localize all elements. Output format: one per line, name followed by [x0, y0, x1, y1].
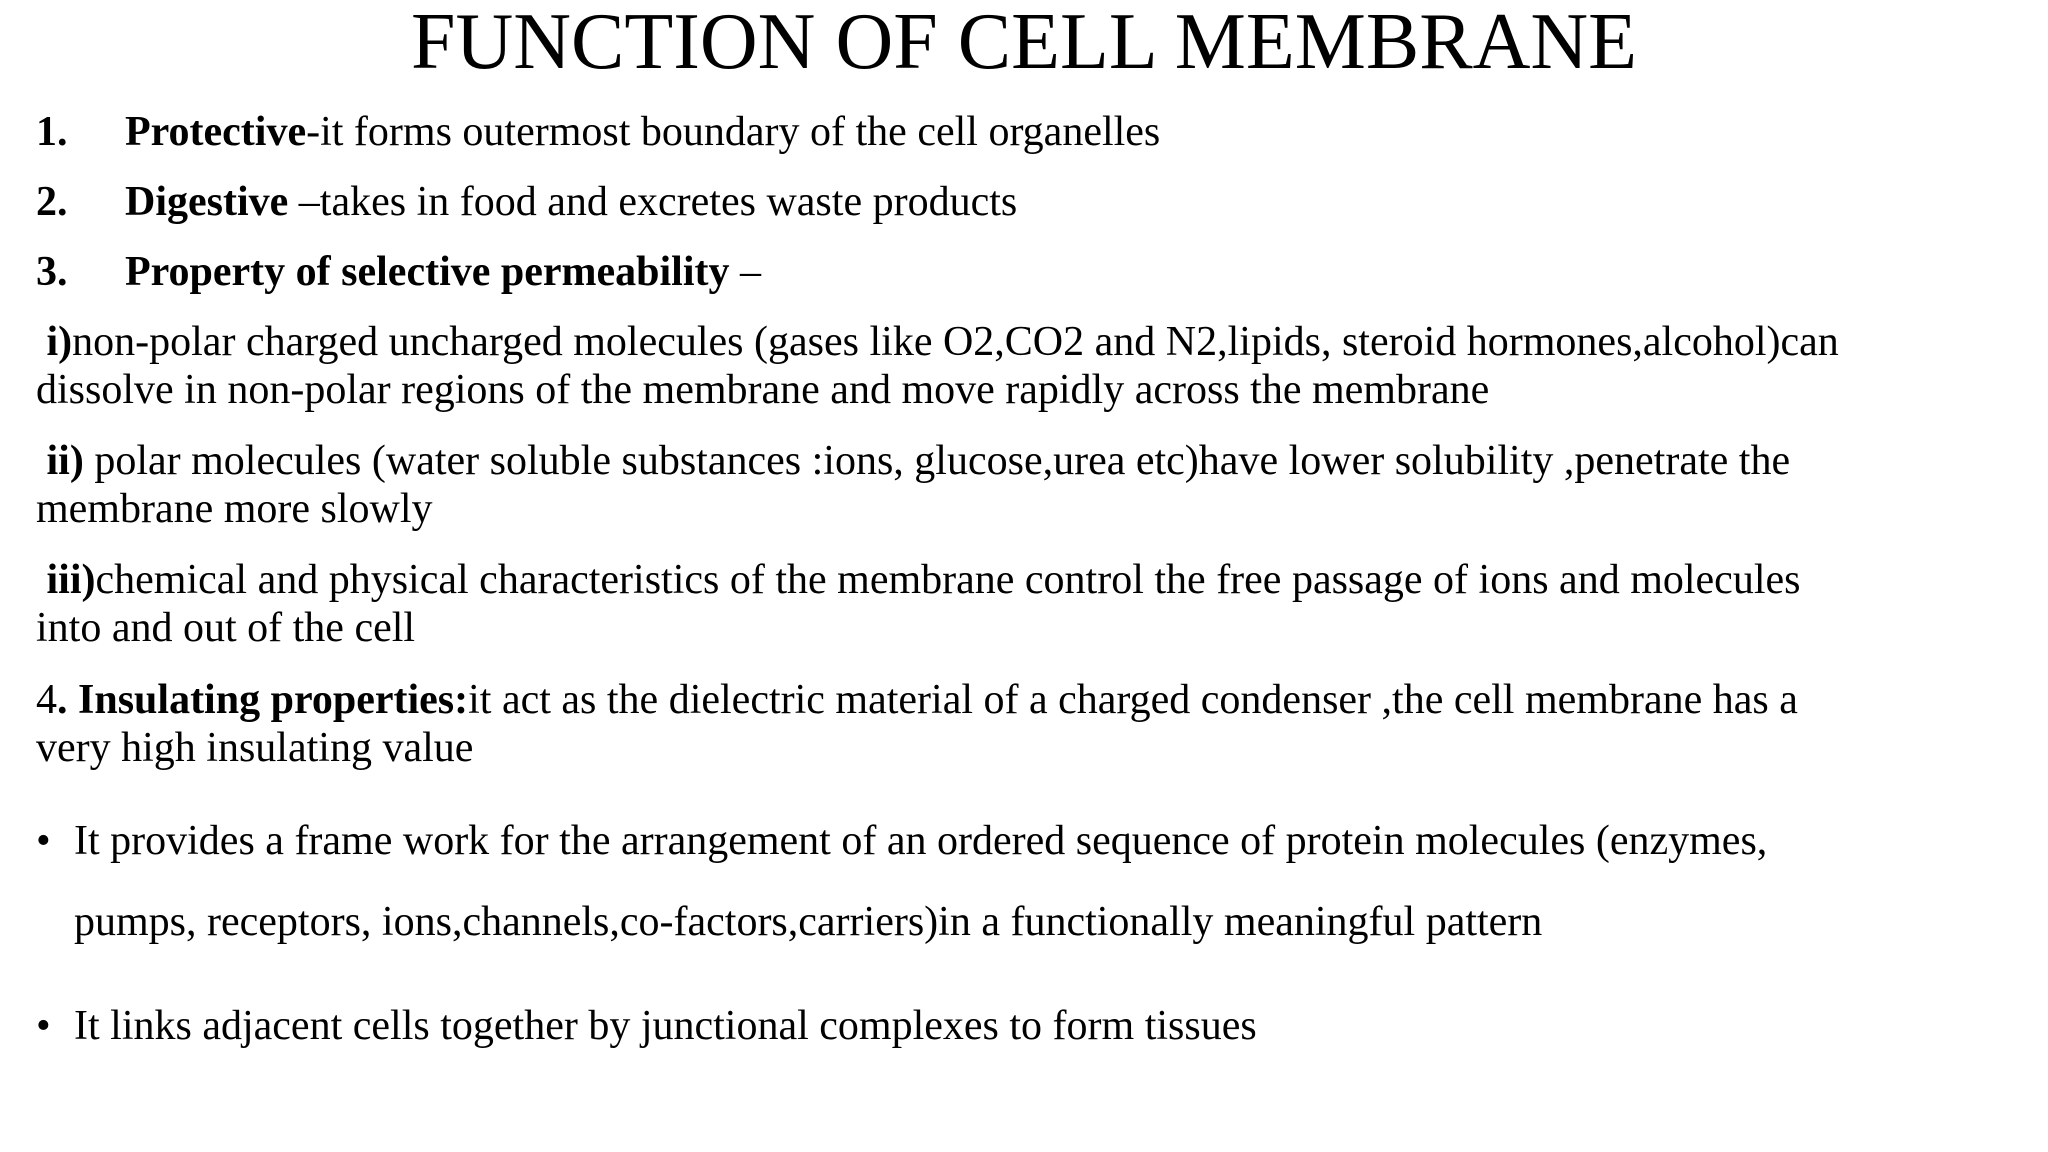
- bullet-icon: •: [36, 818, 51, 864]
- list-item-selective-permeability: [36, 248, 2026, 296]
- item-line: very high insulating value: [36, 725, 474, 771]
- slide-title: FUNCTION OF CELL MEMBRANE: [411, 0, 1637, 86]
- list-item-insulating: [36, 676, 2026, 772]
- item-number: 2.: [36, 179, 68, 225]
- item-number: 1.: [36, 109, 68, 155]
- item-text: –takes in food and excretes waste products: [288, 179, 1018, 225]
- item-term: Property of selective permeability: [125, 249, 730, 295]
- bullet-framework: [36, 817, 2026, 946]
- sub-item-marker: i): [46, 319, 73, 365]
- item-number: 4: [36, 677, 57, 723]
- bullet-line: pumps, receptors, ions,channels,co-factors,carriers)in a functionally meaningful pattern: [74, 899, 1543, 945]
- item-text: -it forms outermost boundary of the cell organelles: [306, 109, 1161, 155]
- sub-item-text: non-polar charged uncharged molecules (gases like O2,CO2 and N2,lipids, steroid hormones,alcohol)can: [72, 319, 1839, 365]
- sub-item-line: membrane more slowly: [36, 486, 433, 532]
- item-term: Protective: [125, 109, 307, 155]
- list-item-protective: [36, 108, 2026, 156]
- item-text: it act as the dielectric material of a charged condenser ,the cell membrane has a: [468, 677, 1798, 723]
- sub-item-marker: iii): [46, 557, 96, 603]
- sub-item-iii: [36, 556, 2026, 652]
- sub-item-line: into and out of the cell: [36, 605, 416, 651]
- list-item-digestive: [36, 178, 2026, 226]
- item-number: 3.: [36, 249, 68, 295]
- sub-item-text: polar molecules (water soluble substances :ions, glucose,urea etc)have lower solubility ,penetrate the: [83, 438, 1791, 484]
- sub-item-i: [36, 318, 2026, 414]
- item-term: Digestive: [125, 179, 289, 225]
- sub-item-line: [36, 556, 2026, 604]
- sub-item-line: dissolve in non-polar regions of the membrane and move rapidly across the membrane: [36, 367, 1490, 413]
- sub-item-line: [36, 437, 2026, 485]
- sub-item-marker: ii): [46, 438, 84, 484]
- sub-item-line: [36, 318, 2026, 366]
- item-line: [36, 676, 2026, 724]
- bullet-line: It links adjacent cells together by junctional complexes to form tissues: [74, 1003, 1257, 1049]
- sub-item-text: chemical and physical characteristics of the membrane control the free passage of ions and molecules: [95, 557, 1801, 603]
- item-text: –: [729, 249, 762, 295]
- bullet-line: It provides a frame work for the arrangement of an ordered sequence of protein molecules (enzymes,: [74, 818, 1768, 864]
- bullet-icon: •: [36, 1003, 51, 1049]
- item-term: . Insulating properties:: [57, 677, 469, 723]
- bullet-links: [36, 1002, 2026, 1050]
- sub-item-ii: [36, 437, 2026, 533]
